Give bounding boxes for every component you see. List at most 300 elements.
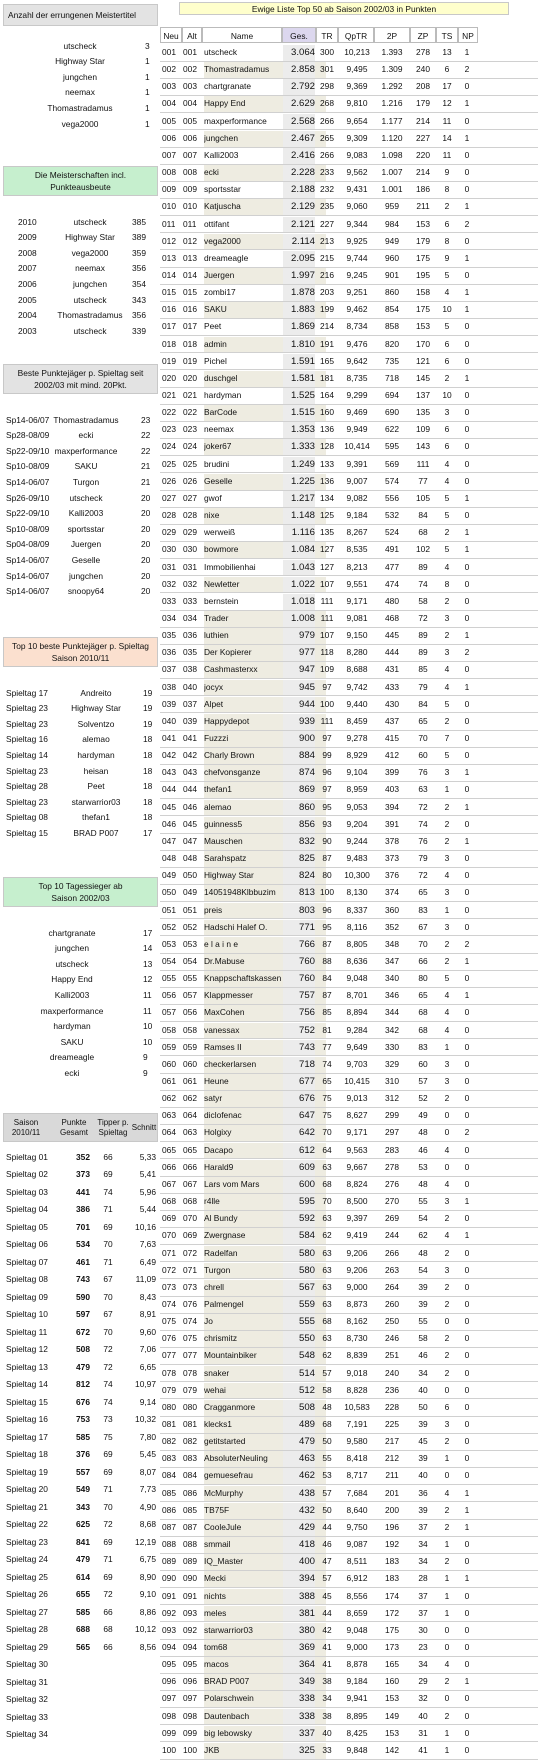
- rank-old: 089: [183, 1556, 197, 1567]
- average: 10,97: [135, 1379, 156, 1390]
- 2p-value: 532: [385, 510, 399, 521]
- table-row: [160, 474, 538, 491]
- table-row: [160, 1451, 538, 1468]
- player-name: Kalli2003: [204, 149, 239, 160]
- 2p-value: 174: [385, 1590, 399, 1601]
- rank-new: 087: [162, 1521, 176, 1532]
- np-value: 1: [464, 630, 470, 641]
- points: 19: [143, 703, 153, 714]
- total-points: 676: [283, 1091, 315, 1107]
- matchday: Spieltag 22: [6, 1519, 48, 1530]
- rank-old: 064: [183, 1110, 197, 1121]
- list-item: [0, 308, 160, 323]
- qptr-value: 9,018: [346, 1367, 368, 1378]
- qptr-value: 8,959: [346, 784, 368, 795]
- zp-value: 40: [418, 1470, 428, 1481]
- total-points: 2.114: [283, 234, 315, 250]
- average: 9,10: [139, 1589, 156, 1600]
- np-value: 0: [464, 1727, 470, 1738]
- total-points: 1.225: [283, 474, 315, 490]
- player-name: ecki: [78, 430, 94, 441]
- col-header-tr: TR: [316, 27, 338, 43]
- win-count: 17: [143, 927, 153, 938]
- list-item: [0, 1065, 160, 1080]
- player-name: maxperformance: [54, 445, 118, 456]
- np-value: 0: [464, 115, 470, 126]
- punkte-col-header: Punkte Gesamt: [59, 1118, 88, 1137]
- table-row: [0, 1167, 160, 1182]
- saison-col-header: Saison 2010/11: [11, 1118, 41, 1137]
- np-value: 0: [464, 1590, 470, 1601]
- zp-value: 145: [416, 372, 430, 383]
- list-item: [0, 214, 160, 229]
- matchday: Sp22-09/10: [6, 508, 50, 519]
- zp-value: 65: [418, 990, 428, 1001]
- tr-value: 216: [320, 269, 334, 280]
- table-row: [160, 405, 538, 422]
- player-name: Peet: [204, 321, 222, 332]
- total-points: 766: [283, 937, 315, 953]
- player-name: Turgon: [204, 1263, 326, 1279]
- rank-new: 050: [162, 887, 176, 898]
- rank-old: 008: [183, 167, 197, 178]
- zp-value: 28: [418, 1573, 428, 1584]
- ts-value: 2: [444, 818, 450, 829]
- ts-value: 2: [444, 835, 450, 846]
- rank-old: 011: [183, 218, 197, 229]
- tr-value: 42: [322, 1624, 332, 1635]
- season-year: 2005: [18, 294, 37, 305]
- total-points: 550: [283, 1331, 315, 1347]
- total-points: 595: [283, 1194, 315, 1210]
- np-value: 0: [464, 167, 470, 178]
- rank-new: 040: [162, 715, 176, 726]
- zp-value: 89: [418, 630, 428, 641]
- qptr-value: 8,213: [346, 561, 368, 572]
- 2p-value: 431: [385, 664, 399, 675]
- points: 20: [141, 539, 151, 550]
- qptr-value: 9,580: [346, 1436, 368, 1447]
- tr-value: 199: [320, 304, 334, 315]
- tipper-count: 74: [103, 1186, 113, 1197]
- tr-value: 41: [322, 1641, 332, 1652]
- ts-value: 5: [444, 269, 450, 280]
- rank-old: 083: [183, 1453, 197, 1464]
- tr-value: 227: [320, 218, 334, 229]
- table-row: [160, 611, 538, 628]
- table-row: [160, 1726, 538, 1743]
- zp-value: 143: [416, 441, 430, 452]
- ts-value: 0: [444, 1384, 450, 1395]
- total-points: 512: [283, 1383, 315, 1399]
- tipper-count: 73: [103, 1414, 113, 1425]
- total-points: 388: [283, 1589, 315, 1605]
- matchday: Sp10-08/09: [6, 461, 50, 472]
- average: 5,44: [139, 1204, 156, 1215]
- zp-value: 211: [416, 201, 430, 212]
- total-points: 1.591: [283, 354, 315, 370]
- qptr-value: 8,730: [346, 1333, 368, 1344]
- np-value: 2: [464, 1127, 470, 1138]
- player-name: getitstarted: [204, 1434, 326, 1450]
- rank-new: 079: [162, 1384, 176, 1395]
- tr-value: 96: [322, 904, 332, 915]
- tr-value: 53: [322, 1470, 332, 1481]
- zp-value: 39: [418, 1504, 428, 1515]
- 2p-value: 173: [385, 1641, 399, 1652]
- qptr-value: 9,431: [346, 184, 368, 195]
- rank-new: 097: [162, 1693, 176, 1704]
- 2p-value: 1.309: [381, 64, 403, 75]
- np-value: 0: [464, 1281, 470, 1292]
- total-points: 655: [76, 1589, 90, 1600]
- zp-value: 135: [416, 407, 430, 418]
- 2p-value: 244: [385, 1230, 399, 1241]
- list-item: [0, 521, 160, 536]
- rank-new: 021: [162, 390, 176, 400]
- np-value: 0: [464, 1641, 470, 1652]
- np-value: 1: [464, 252, 470, 263]
- ts-value: 6: [444, 424, 450, 435]
- win-count: 9: [143, 1068, 148, 1079]
- 2p-value: 346: [385, 990, 399, 1001]
- player-name: wehai: [204, 1383, 326, 1399]
- np-value: 1: [464, 98, 470, 109]
- matchday: Sp14-06/07: [6, 477, 50, 488]
- qptr-value: 9,206: [346, 1264, 368, 1275]
- rank-old: 077: [183, 1350, 197, 1361]
- average: 8,91: [139, 1309, 156, 1320]
- np-value: 0: [464, 1041, 470, 1052]
- np-value: 1: [464, 1230, 470, 1241]
- 2p-value: 858: [385, 321, 399, 332]
- qptr-value: 8,828: [346, 1384, 368, 1395]
- total-points: 874: [283, 765, 315, 781]
- title-count: 3: [145, 40, 150, 51]
- rank-new: 099: [162, 1727, 176, 1738]
- matchday: Spieltag 28: [6, 1624, 48, 1635]
- ts-value: 8: [444, 184, 450, 195]
- table-row: [0, 1604, 160, 1619]
- table-row: [160, 903, 538, 920]
- np-value: 0: [464, 1607, 470, 1618]
- qptr-value: 9,278: [346, 733, 368, 743]
- matchday: Spieltag 08: [6, 1274, 48, 1285]
- total-points: 718: [283, 1057, 315, 1073]
- rank-new: 063: [162, 1110, 176, 1121]
- total-points: 376: [76, 1449, 90, 1460]
- ts-value: 5: [444, 321, 450, 332]
- np-value: 1: [464, 1504, 470, 1515]
- table-row: [160, 1057, 538, 1074]
- rank-old: 081: [183, 1419, 197, 1429]
- zp-value: 63: [418, 784, 428, 795]
- qptr-value: 8,929: [346, 750, 368, 761]
- list-item: [0, 537, 160, 552]
- np-value: 0: [464, 1539, 470, 1550]
- list-item: [0, 987, 160, 1002]
- ts-value: 4: [444, 1230, 450, 1241]
- table-row: [160, 1674, 538, 1691]
- tr-value: 62: [322, 1230, 332, 1241]
- qptr-value: 9,563: [346, 1144, 368, 1155]
- average: 5,45: [139, 1449, 156, 1460]
- table-row: [0, 1639, 160, 1654]
- total-points: 1.581: [283, 371, 315, 387]
- total-points: 860: [283, 800, 315, 816]
- ts-value: 3: [444, 853, 450, 864]
- ts-value: 2: [444, 527, 450, 538]
- total-points: 418: [283, 1537, 315, 1553]
- total-points: 753: [76, 1414, 90, 1425]
- zp-value: 32: [418, 1693, 428, 1704]
- rank-old: 095: [183, 1659, 197, 1670]
- matchday: Spieltag 06: [6, 1239, 48, 1250]
- table-row: [160, 371, 538, 388]
- qptr-value: 9,750: [346, 1521, 368, 1532]
- rank-old: 029: [183, 527, 197, 538]
- np-value: 0: [464, 1624, 470, 1635]
- total-points: 1.043: [283, 560, 315, 576]
- qptr-value: 8,425: [346, 1727, 368, 1738]
- tr-value: 63: [322, 1333, 332, 1344]
- np-value: 0: [464, 1453, 470, 1464]
- tr-value: 95: [322, 921, 332, 932]
- ts-value: 0: [444, 1470, 450, 1481]
- list-item: [0, 763, 160, 778]
- table-row: [160, 1434, 538, 1451]
- table-row: [160, 79, 538, 96]
- rank-new: 100: [162, 1744, 176, 1755]
- matchday: Spieltag 05: [6, 1221, 48, 1232]
- player-name: joker67: [204, 439, 326, 455]
- table-row: [160, 782, 538, 799]
- player-name: Highway Star: [204, 868, 326, 884]
- player-name: gemuesefrau: [204, 1468, 326, 1484]
- tr-value: 134: [320, 492, 334, 503]
- season-year: 2006: [18, 279, 37, 290]
- table-row: [160, 1417, 538, 1434]
- player-name: Ramses II: [204, 1040, 326, 1056]
- player-name: werweiß: [204, 527, 236, 538]
- zp-value: 214: [416, 115, 430, 126]
- ts-value: 4: [444, 458, 450, 469]
- qptr-value: 8,627: [346, 1110, 368, 1121]
- ts-value: 8: [444, 235, 450, 246]
- rank-new: 004: [162, 98, 176, 109]
- total-points: 825: [283, 851, 315, 867]
- qptr-value: 8,535: [346, 544, 368, 555]
- matchday: Spieltag 13: [6, 1361, 48, 1372]
- player-name: Radelfan: [204, 1246, 326, 1262]
- zp-value: 158: [416, 287, 430, 298]
- ts-value: 4: [444, 475, 450, 486]
- ts-value: 3: [444, 407, 450, 418]
- ts-value: 10: [442, 304, 452, 315]
- rank-old: 076: [183, 1298, 197, 1309]
- tr-value: 70: [322, 1127, 332, 1138]
- qptr-value: 8,116: [346, 921, 368, 932]
- tr-value: 135: [320, 527, 334, 538]
- 2p-value: 149: [385, 1710, 399, 1721]
- tr-value: 107: [320, 630, 334, 641]
- rank-old: 016: [183, 304, 197, 315]
- zp-value: 39: [418, 1453, 428, 1464]
- total-points: 757: [283, 988, 315, 1004]
- table-row: [160, 1554, 538, 1571]
- table-row: [160, 731, 538, 748]
- total-points: 2.629: [283, 96, 315, 112]
- win-count: 12: [143, 974, 153, 985]
- average: 10,12: [135, 1624, 156, 1635]
- table-row: [160, 1177, 538, 1194]
- qptr-value: 8,839: [346, 1350, 368, 1361]
- qptr-value: 8,878: [346, 1659, 368, 1670]
- total-points: 585: [76, 1431, 90, 1442]
- table-row: [160, 594, 538, 611]
- ts-value: 2: [444, 801, 450, 812]
- ts-value: 4: [444, 1487, 450, 1498]
- rank-old: 005: [183, 115, 197, 126]
- 2p-value: 477: [385, 561, 399, 572]
- ts-value: 3: [444, 767, 450, 778]
- rank-new: 064: [162, 1127, 176, 1138]
- ts-value: 10: [442, 390, 452, 400]
- meistertitel-header: Anzahl der errungenen Meistertitel: [3, 4, 158, 26]
- tipper-count: 72: [103, 1344, 113, 1355]
- total-points: 900: [283, 731, 315, 747]
- 2p-value: 735: [385, 355, 399, 366]
- qptr-value: 8,162: [346, 1316, 368, 1327]
- points: 20: [141, 570, 151, 581]
- average: 8,43: [139, 1291, 156, 1302]
- table-row: [160, 1503, 538, 1520]
- 2p-value: 1.007: [381, 167, 403, 178]
- np-value: 0: [464, 904, 470, 915]
- table-row: [160, 1331, 538, 1348]
- zp-value: 89: [418, 647, 428, 658]
- matchday: Spieltag 19: [6, 1466, 48, 1477]
- zp-value: 36: [418, 1487, 428, 1498]
- table-row: [160, 1194, 538, 1211]
- np-value: 1: [464, 955, 470, 966]
- zp-value: 240: [416, 64, 430, 75]
- table-row: [160, 1023, 538, 1040]
- player-name: Immobilienhai: [204, 561, 256, 572]
- total-points: 841: [76, 1536, 90, 1547]
- zp-value: 39: [418, 1298, 428, 1309]
- table-row: [0, 1552, 160, 1567]
- total-points: 352: [76, 1151, 90, 1162]
- zp-value: 83: [418, 904, 428, 915]
- average: 11,09: [135, 1274, 156, 1285]
- table-row: [160, 714, 538, 731]
- table-row: [160, 800, 538, 817]
- rank-old: 085: [183, 1504, 197, 1515]
- 2p-value: 212: [385, 1453, 399, 1464]
- tr-value: 40: [322, 1727, 332, 1738]
- ts-value: 2: [444, 1281, 450, 1292]
- zp-value: 37: [418, 1521, 428, 1532]
- 2p-value: 266: [385, 1247, 399, 1258]
- tipper-count: 71: [103, 1554, 113, 1565]
- qptr-value: 9,642: [346, 355, 368, 366]
- zp-value: 74: [418, 818, 428, 829]
- qptr-value: 10,583: [344, 1401, 370, 1412]
- tr-value: 75: [322, 1093, 332, 1104]
- player-name: utscheck: [69, 492, 103, 503]
- player-name: AbsoluterNeuling: [204, 1451, 326, 1467]
- player-name: Highway Star: [55, 56, 105, 67]
- player-name: heisan: [83, 765, 109, 776]
- rank-new: 093: [162, 1624, 176, 1635]
- zp-value: 72: [418, 801, 428, 812]
- total-points: 514: [283, 1366, 315, 1382]
- table-row: [160, 697, 538, 714]
- zp-value: 52: [418, 1093, 428, 1104]
- rank-new: 046: [162, 818, 176, 829]
- rank-new: 083: [162, 1453, 176, 1464]
- 2p-value: 142: [385, 1744, 399, 1755]
- total-points: 479: [283, 1434, 315, 1450]
- rank-new: 027: [162, 492, 176, 503]
- points: 18: [143, 750, 153, 761]
- total-points: 676: [76, 1396, 90, 1407]
- tr-value: 63: [322, 1281, 332, 1292]
- 2p-value: 1.120: [381, 132, 403, 143]
- list-item: [0, 459, 160, 474]
- rank-old: 021: [183, 390, 197, 400]
- rank-old: 001: [183, 47, 197, 57]
- np-value: 0: [464, 1007, 470, 1018]
- total-points: 461: [76, 1256, 90, 1267]
- rank-new: 024: [162, 441, 176, 452]
- rank-new: 069: [162, 1213, 176, 1224]
- matchday: Spieltag 17: [6, 687, 48, 698]
- table-row: [160, 1691, 538, 1708]
- 2p-value: 251: [385, 1350, 399, 1361]
- rank-new: 082: [162, 1436, 176, 1447]
- zp-value: 153: [416, 218, 430, 229]
- average: 7,80: [139, 1431, 156, 1442]
- total-points: 1.878: [283, 285, 315, 301]
- ewige-liste-title: Ewige Liste Top 50 ab Saison 2002/03 in Punkten: [179, 2, 509, 15]
- matchday: Sp14-06/07: [6, 586, 50, 597]
- np-value: 0: [464, 510, 470, 521]
- average: 6,65: [139, 1361, 156, 1372]
- player-name: dreameagle: [49, 1052, 95, 1063]
- player-name: Alpet: [204, 697, 326, 713]
- 2p-value: 1.292: [381, 81, 403, 92]
- list-item: [0, 1003, 160, 1018]
- total-points: 386: [76, 1204, 90, 1215]
- rank-new: 077: [162, 1350, 176, 1361]
- 2p-value: 524: [385, 527, 399, 538]
- player-name: vega2000: [71, 247, 109, 258]
- table-row: [160, 988, 538, 1005]
- matchday: Spieltag 23: [6, 718, 48, 729]
- tipper-count: 71: [103, 1256, 113, 1267]
- player-name: Pichel: [204, 355, 227, 366]
- np-value: 0: [464, 390, 470, 400]
- rank-new: 096: [162, 1676, 176, 1687]
- rank-old: 041: [183, 733, 197, 743]
- list-item: [0, 443, 160, 458]
- ts-value: 2: [444, 1333, 450, 1344]
- tr-value: 127: [320, 544, 334, 555]
- zp-value: 65: [418, 887, 428, 898]
- tr-value: 265: [320, 132, 334, 143]
